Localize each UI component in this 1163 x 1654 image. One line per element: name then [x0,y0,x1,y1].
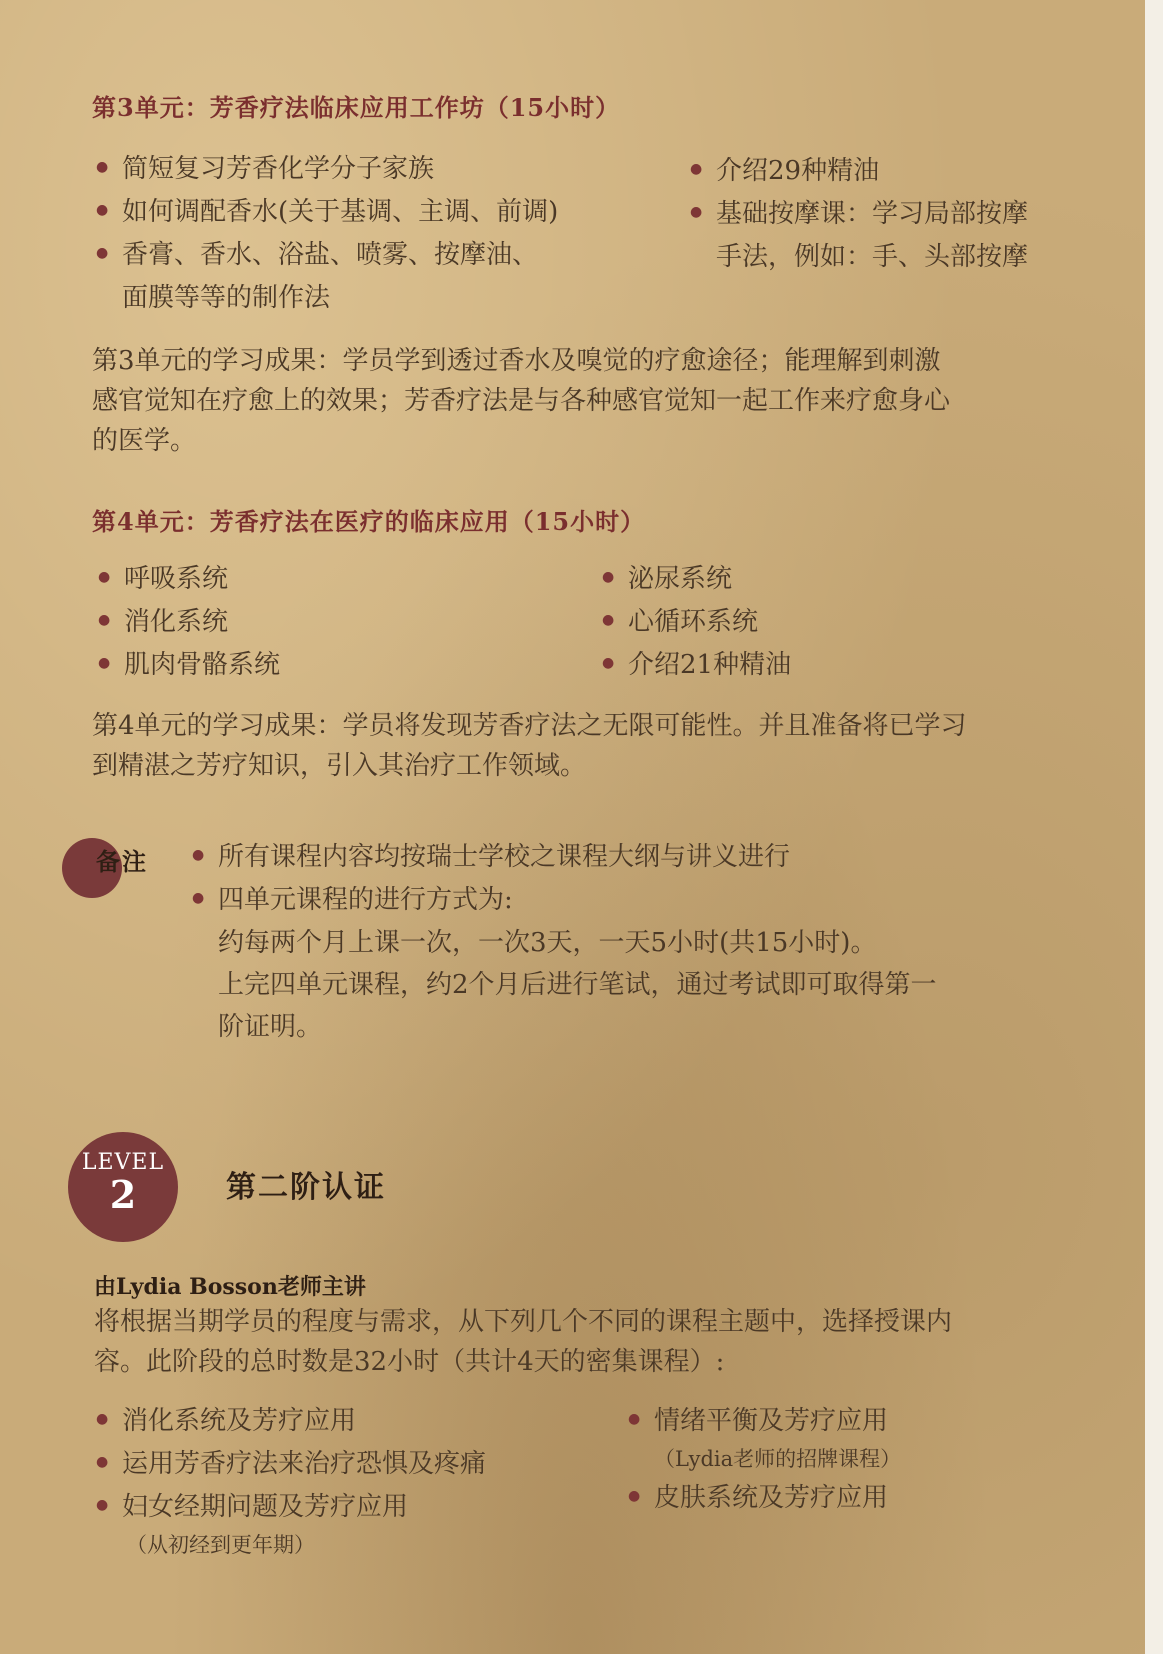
list-item: ● 简短复习芳香化学分子家族 [96,148,558,191]
unit4-heading: 第4单元：芳香疗法在医疗的临床应用（15小时） [92,507,646,536]
list-item: ● 如何调配香水(关于基调、主调、前调) [96,191,558,234]
list-item: ● 情绪平衡及芳疗应用 [628,1400,901,1443]
level2-right-list [628,1400,901,1520]
list-item-subnote: （从初经到更年期） [126,1533,315,1557]
list-item: ● 香膏、香水、浴盐、喷雾、按摩油、 [96,234,558,277]
page-edge [1145,0,1163,1654]
outcome-line: 到精湛之芳疗知识，引入其治疗工作领域。 [92,751,587,781]
unit4-outcome [92,706,967,786]
list-item-subnote: （Lydia老师的招牌课程） [654,1447,902,1471]
unit4-left-list [98,558,280,687]
level-badge [68,1132,178,1242]
list-item: ● 肌肉骨骼系统 [98,644,280,687]
intro-line: 容。此阶段的总时数是32小时（共计4天的密集课程）: [94,1347,725,1377]
outcome-line: 的医学。 [92,426,197,456]
unit3-heading: 第3单元：芳香疗法临床应用工作坊（15小时） [92,93,621,122]
unit4-right-list [602,558,791,687]
unit3-outcome [92,341,950,461]
unit3-right-list [690,150,1028,278]
list-item: ● 运用芳香疗法来治疗恐惧及疼痛 [96,1443,486,1486]
note-line: 阶证明。 [218,1012,323,1042]
outcome-line: 感官觉知在疗愈上的效果；芳香疗法是与各种感官觉知一起工作来疗愈身心 [92,386,951,416]
unit3-left-list [96,148,558,319]
level2-left-list [96,1400,486,1561]
intro-line: 将根据当期学员的程度与需求，从下列几个不同的课程主题中，选择授课内 [94,1307,953,1337]
list-item: ● 消化系统 [98,601,280,644]
level2-intro [94,1302,952,1382]
list-item: ● 心循环系统 [602,601,791,644]
list-item: ● 四单元课程的进行方式为: [192,879,937,922]
outcome-line: 第3单元的学习成果：学员学到透过香水及嗅觉的疗愈途径；能理解到刺激 [92,346,941,376]
list-item-continuation: 面膜等等的制作法 [122,283,331,313]
list-item-continuation: 手法，例如：手、头部按摩 [716,242,1029,272]
list-item: ● 皮肤系统及芳疗应用 [628,1477,901,1520]
level-badge-word: LEVEL [81,1150,165,1175]
note-line: 约每两个月上课一次，一次3天，一天5小时(共15小时)。 [218,928,877,958]
list-item: ● 妇女经期问题及芳疗应用 [96,1486,486,1529]
list-item: ● 泌尿系统 [602,558,791,601]
instructor-line: 由Lydia Bosson老师主讲 [94,1274,366,1300]
list-item: ● 介绍21种精油 [602,644,791,687]
list-item: ● 所有课程内容均按瑞士学校之课程大纲与讲义进行 [192,836,937,879]
note-list [192,836,937,1048]
outcome-line: 第4单元的学习成果：学员将发现芳香疗法之无限可能性。并且准备将已学习 [92,711,967,741]
level-badge-number: 2 [109,1172,137,1217]
list-item: ● 消化系统及芳疗应用 [96,1400,486,1443]
level-title: 第二阶认证 [226,1170,386,1205]
note-line: 上完四单元课程，约2个月后进行笔试，通过考试即可取得第一 [218,970,937,1000]
list-item: ● 呼吸系统 [98,558,280,601]
note-label: 备注 [96,847,148,876]
list-item: ● 介绍29种精油 [690,150,1028,193]
list-item: ● 基础按摩课：学习局部按摩 [690,193,1028,236]
